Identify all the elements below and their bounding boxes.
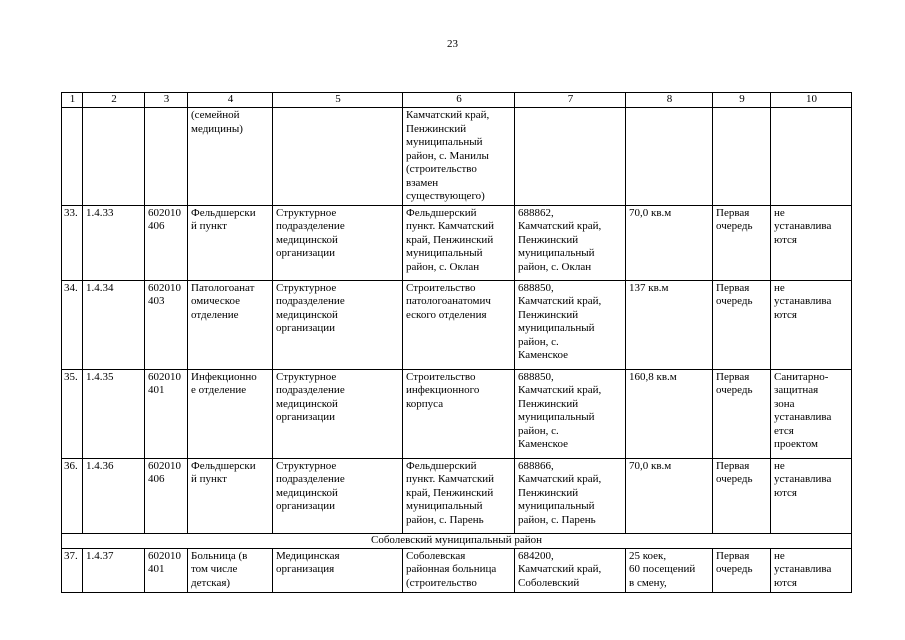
row-number-cell: 34. [62,280,83,369]
description-cell: Строительство инфекционного корпуса [403,369,515,458]
object-name-cell: (семейной медицины) [188,108,273,206]
table-row [62,458,852,533]
description-cell: Строительство патологоанатомич еского отделения [403,280,515,369]
row-number-cell: 33. [62,205,83,280]
address-cell: 684200, Камчатский край, Соболевский [515,548,626,592]
description-cell: Камчатский край, Пенжинский муниципальный район, с. Манилы (строительство взамен существующего) [403,108,515,206]
capacity-cell: 160,8 кв.м [626,369,713,458]
object-type-cell: Структурное подразделение медицинской организации [273,369,403,458]
code-cell [83,108,145,206]
column-number: 7 [515,93,626,108]
table-row [62,108,852,206]
section-title: Соболевский муниципальный район [62,533,852,548]
code-cell: 1.4.33 [83,205,145,280]
description-cell: Фельдшерский пункт. Камчатский край, Пенжинский муниципальный район, с. Оклан [403,205,515,280]
column-number: 9 [713,93,771,108]
column-number: 4 [188,93,273,108]
row-number-cell [62,108,83,206]
object-name-cell: Патологоанат омическое отделение [188,280,273,369]
zone-cell: не устанавлива ются [771,458,852,533]
row-number-cell: 36. [62,458,83,533]
zone-cell: не устанавлива ются [771,280,852,369]
table-row [62,369,852,458]
column-number: 2 [83,93,145,108]
capacity-cell: 137 кв.м [626,280,713,369]
capacity-cell: 25 коек, 60 посещений в смену, [626,548,713,592]
capacity-cell [626,108,713,206]
capacity-cell: 70,0 кв.м [626,458,713,533]
column-number: 10 [771,93,852,108]
classifier-cell: 602010 403 [145,280,188,369]
stage-cell: Первая очередь [713,369,771,458]
zone-cell: Санитарно- защитная зона устанавлива ется проектом [771,369,852,458]
row-number-cell: 35. [62,369,83,458]
stage-cell: Первая очередь [713,280,771,369]
column-number: 3 [145,93,188,108]
capacity-cell: 70,0 кв.м [626,205,713,280]
zone-cell: не устанавлива ются [771,548,852,592]
column-number: 5 [273,93,403,108]
object-name-cell: Фельдшерски й пункт [188,205,273,280]
description-cell: Фельдшерский пункт. Камчатский край, Пенжинский муниципальный район, с. Парень [403,458,515,533]
object-type-cell: Структурное подразделение медицинской организации [273,458,403,533]
table-row [62,548,852,592]
zone-cell: не устанавлива ются [771,205,852,280]
code-cell: 1.4.35 [83,369,145,458]
address-cell: 688862, Камчатский край, Пенжинский муниципальный район, с. Оклан [515,205,626,280]
column-number-header-row [62,93,852,108]
description-cell: Соболевская районная больница (строительство [403,548,515,592]
classifier-cell: 602010 406 [145,458,188,533]
column-number: 6 [403,93,515,108]
column-number: 8 [626,93,713,108]
object-name-cell: Инфекционно е отделение [188,369,273,458]
stage-cell: Первая очередь [713,205,771,280]
code-cell: 1.4.36 [83,458,145,533]
zone-cell [771,108,852,206]
address-cell: 688850, Камчатский край, Пенжинский муниципальный район, с. Каменское [515,280,626,369]
object-type-cell [273,108,403,206]
address-cell: 688866, Камчатский край, Пенжинский муниципальный район, с. Парень [515,458,626,533]
code-cell: 1.4.37 [83,548,145,592]
object-type-cell: Структурное подразделение медицинской организации [273,280,403,369]
column-number: 1 [62,93,83,108]
object-name-cell: Фельдшерски й пункт [188,458,273,533]
document-table [61,92,852,593]
object-name-cell: Больница (в том числе детская) [188,548,273,592]
object-type-cell: Структурное подразделение медицинской организации [273,205,403,280]
stage-cell: Первая очередь [713,458,771,533]
table-row [62,280,852,369]
classifier-cell [145,108,188,206]
classifier-cell: 602010 406 [145,205,188,280]
object-type-cell: Медицинская организация [273,548,403,592]
row-number-cell: 37. [62,548,83,592]
address-cell: 688850, Камчатский край, Пенжинский муниципальный район, с. Каменское [515,369,626,458]
stage-cell [713,108,771,206]
page-number: 23 [447,38,458,50]
code-cell: 1.4.34 [83,280,145,369]
classifier-cell: 602010 401 [145,548,188,592]
section-row [62,533,852,548]
address-cell [515,108,626,206]
stage-cell: Первая очередь [713,548,771,592]
classifier-cell: 602010 401 [145,369,188,458]
table-row [62,205,852,280]
